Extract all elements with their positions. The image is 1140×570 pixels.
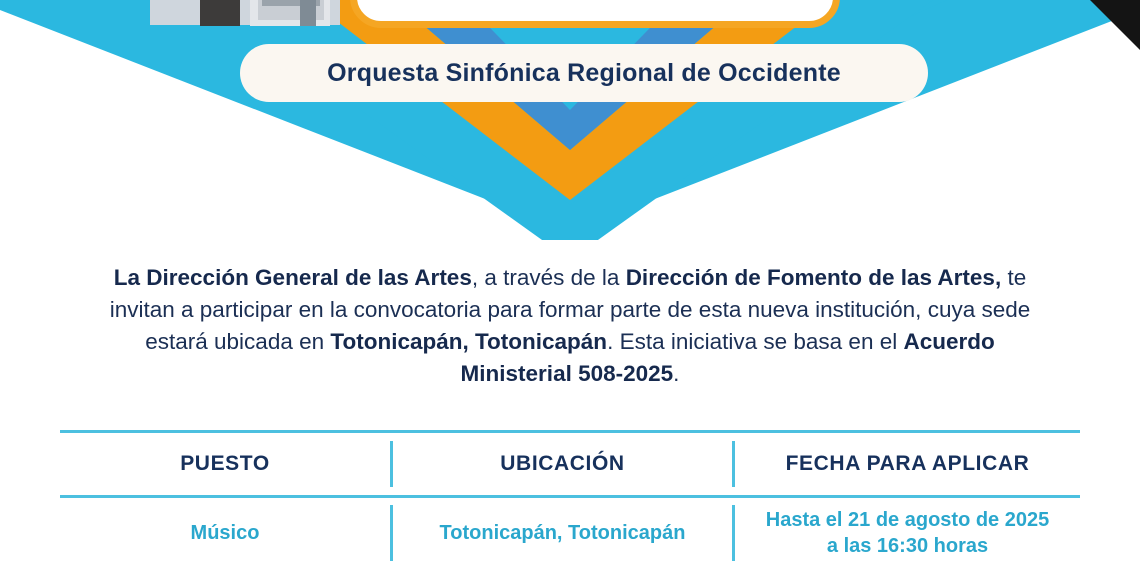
cell-fecha-line2: a las 16:30 horas [826, 535, 989, 557]
table-header-puesto: PUESTO [180, 452, 270, 475]
hero-graphic [0, 0, 1140, 240]
instrument-photo [150, 0, 340, 26]
top-accent-pill [350, 0, 840, 28]
hero-shapes [0, 0, 1140, 240]
table-row [60, 498, 1080, 568]
cell-puesto: Músico [190, 521, 260, 544]
orchestra-title-pill [240, 44, 928, 102]
intro-paragraph-text: La Dirección General de las Artes, a través de la Dirección de Fomento de las Artes, te invitan a participar en la convocatoria para formar parte de esta nueva institución, cuya sede estará ubicada en Totonicapán, Totonicapán. Esta iniciativa se basa en el Acuerdo Ministerial 508-2025. [109, 265, 1031, 386]
jobs-table [60, 430, 1080, 568]
cell-fecha-line1: Hasta el 21 de agosto de 2025 [765, 509, 1050, 531]
cell-fecha [735, 507, 1080, 559]
table-header-fecha: FECHA PARA APLICAR [785, 452, 1030, 475]
table-header-ubicacion: UBICACIÓN [390, 441, 735, 487]
table-header-row [60, 433, 1080, 495]
page-title: Orquesta Sinfónica Regional de Occidente [327, 58, 841, 87]
intro-paragraph [100, 262, 1040, 390]
cell-ubicacion: Totonicapán, Totonicapán [390, 505, 735, 561]
